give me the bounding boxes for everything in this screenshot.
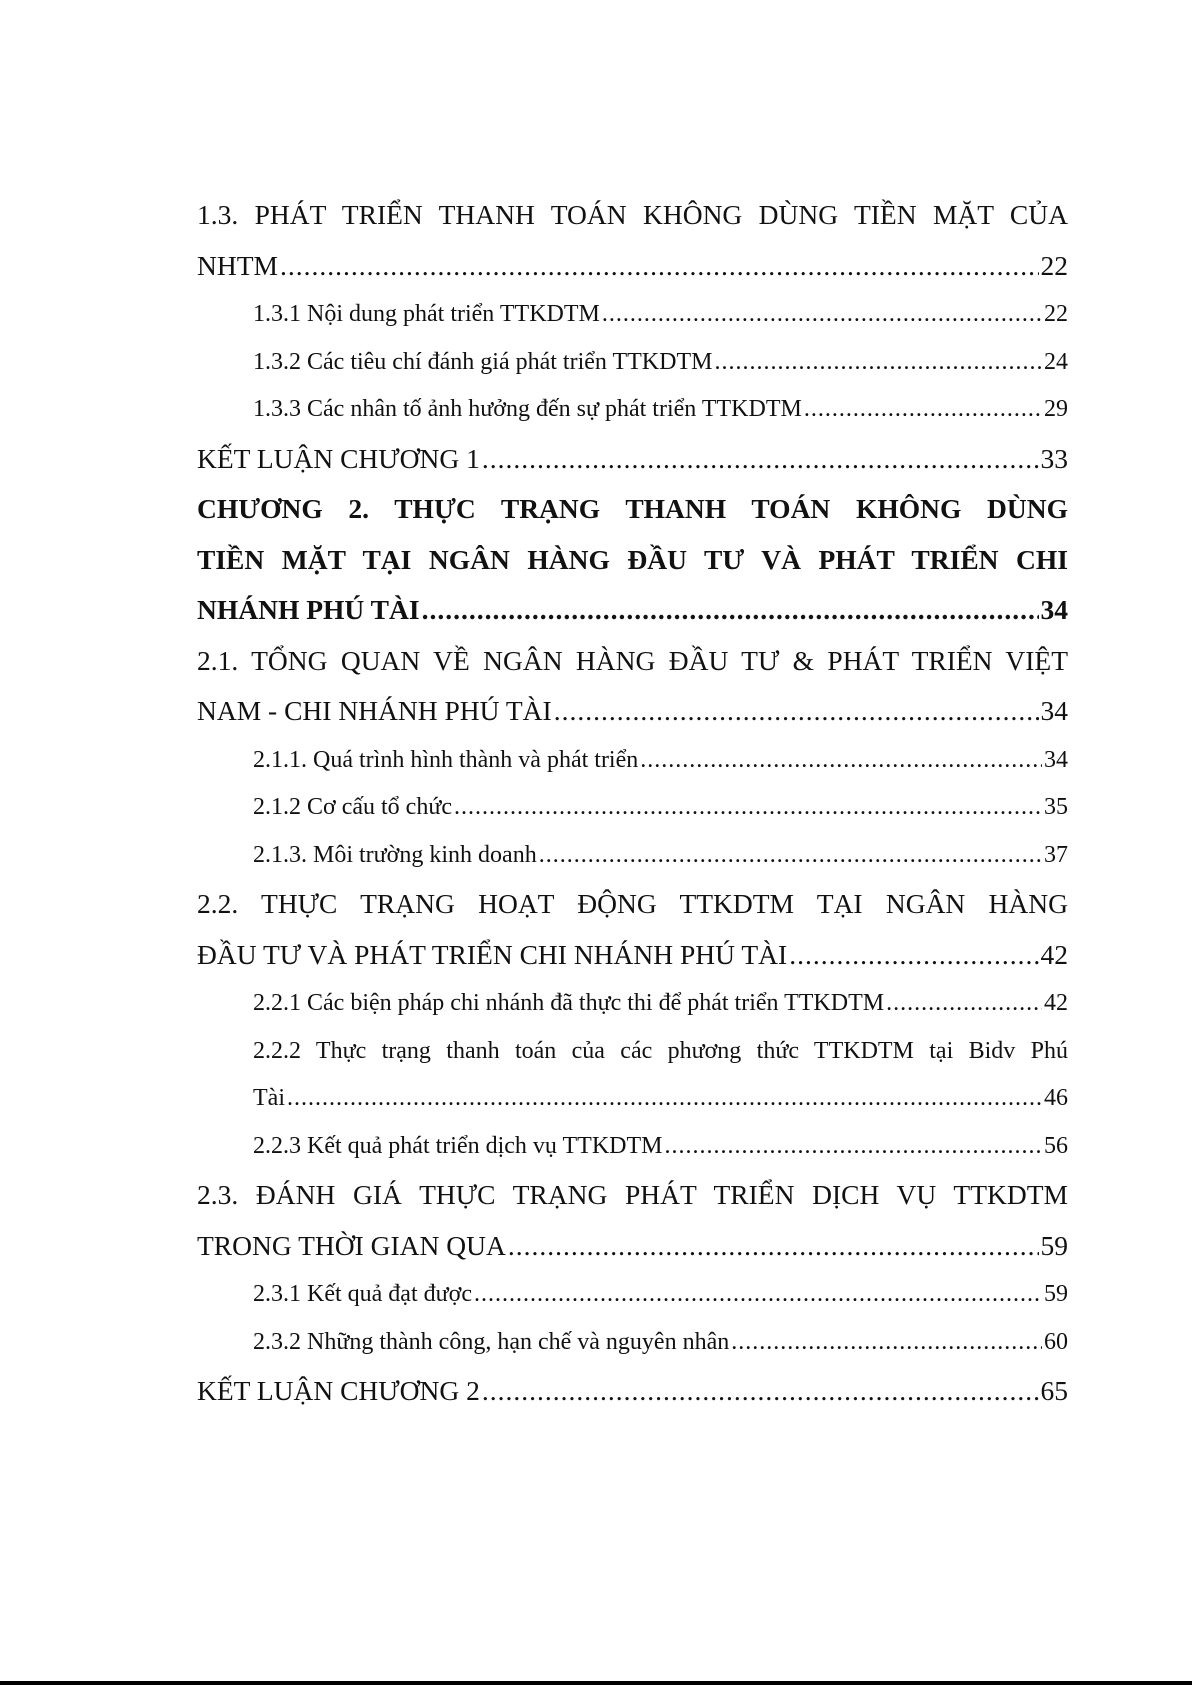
toc-dot-leader (664, 1123, 1042, 1171)
toc-entry (197, 386, 1068, 434)
toc-dot-leader (714, 339, 1042, 387)
toc-entry (197, 190, 1068, 291)
toc-page-number: 35 (1044, 794, 1068, 820)
toc-entry-label: 2.1.3. Môi trường kinh doanh (253, 841, 537, 868)
toc-entry (197, 1319, 1068, 1367)
toc-entry-label: 2.2.1 Các biện pháp chi nhánh đã thực thi để phát triển TTKDTM (253, 990, 885, 1016)
toc-page-number: 46 (1044, 1085, 1068, 1111)
toc-page-number: 56 (1044, 1132, 1068, 1159)
toc-entry (197, 980, 1068, 1028)
toc-entry-label: 2.1.1. Quá trình hình thành và phát triển (253, 746, 639, 773)
toc-entry (197, 291, 1068, 339)
toc-entry-heading: CHƯƠNG 2. THỰC TRẠNG THANH TOÁN KHÔNG DÙNG (197, 493, 1068, 524)
toc-dot-leader (554, 686, 1039, 737)
toc-entry (197, 737, 1068, 785)
toc-dot-leader (731, 1319, 1042, 1367)
toc-entry-heading: 1.3. PHÁT TRIỂN THANH TOÁN KHÔNG DÙNG TIỀN MẶT CỦA (197, 199, 1068, 230)
toc-entry (197, 1170, 1068, 1271)
toc-page-number: 22 (1044, 301, 1068, 327)
toc-dot-leader (287, 1075, 1042, 1123)
toc-page-number: 42 (1040, 938, 1068, 970)
toc-entry (197, 879, 1068, 980)
toc-dot-leader (508, 1221, 1039, 1272)
toc-entry (197, 1271, 1068, 1319)
toc-page-number: 34 (1044, 746, 1068, 773)
toc-entry (197, 1123, 1068, 1171)
toc-dot-leader (474, 1271, 1042, 1319)
toc-dot-leader (422, 585, 1039, 636)
toc-dot-leader (454, 784, 1042, 832)
toc-dot-leader (886, 980, 1042, 1028)
toc-entry-label: KẾT LUẬN CHƯƠNG 2 (197, 1375, 480, 1406)
toc-page-number: 29 (1044, 396, 1068, 422)
toc-dot-leader (280, 241, 1039, 292)
toc-dot-leader (482, 1366, 1039, 1417)
toc-page-number: 59 (1040, 1229, 1068, 1261)
toc-page-number: 34 (1040, 594, 1068, 625)
toc-dot-leader (539, 832, 1042, 880)
toc-entry-label: NAM - CHI NHÁNH PHÚ TÀI (197, 695, 552, 726)
toc-entry (197, 1028, 1068, 1123)
toc-entry-label: 1.3.1 Nội dung phát triển TTKDTM (253, 301, 600, 327)
toc-page-number: 22 (1040, 249, 1068, 281)
toc-page-number: 59 (1044, 1281, 1068, 1307)
toc-entry (197, 1366, 1068, 1417)
toc-dot-leader (640, 737, 1042, 785)
toc-entry-label: 2.2.3 Kết quả phát triển dịch vụ TTKDTM (253, 1132, 663, 1159)
toc-chapter-entry (197, 484, 1068, 636)
toc-entry-label: ĐẦU TƯ VÀ PHÁT TRIỂN CHI NHÁNH PHÚ TÀI (197, 938, 788, 970)
toc-entry-label: Tài (253, 1085, 285, 1111)
toc-page-number: 24 (1044, 348, 1068, 375)
toc-entry-label: NHTM (197, 249, 278, 281)
toc-entry (197, 339, 1068, 387)
toc-entry (197, 832, 1068, 880)
table-of-contents (197, 190, 1068, 1417)
toc-entry (197, 784, 1068, 832)
toc-dot-leader (804, 386, 1042, 434)
toc-entry-label: 2.1.2 Cơ cấu tổ chức (253, 794, 452, 820)
toc-page-number: 34 (1040, 695, 1068, 726)
toc-entry-heading: TIỀN MẶT TẠI NGÂN HÀNG ĐẦU TƯ VÀ PHÁT TRIỂN CHI (197, 543, 1068, 575)
toc-dot-leader (789, 930, 1038, 981)
toc-entry-heading: 2.2.2 Thực trạng thanh toán của các phương thức TTKDTM tại Bidv Phú (253, 1037, 1068, 1064)
toc-page-number: 37 (1044, 841, 1068, 868)
toc-entry-label: KẾT LUẬN CHƯƠNG 1 (197, 442, 480, 474)
toc-entry-label: 2.3.1 Kết quả đạt được (253, 1281, 472, 1307)
page-bottom-border (0, 1681, 1192, 1685)
toc-page-number: 42 (1044, 990, 1068, 1016)
toc-entry-label: NHÁNH PHÚ TÀI (197, 594, 420, 625)
toc-entry-label: 1.3.2 Các tiêu chí đánh giá phát triển TTKDTM (253, 348, 713, 375)
toc-dot-leader (482, 434, 1039, 485)
toc-entry-label: TRONG THỜI GIAN QUA (197, 1229, 506, 1261)
toc-page-number: 33 (1040, 442, 1068, 474)
toc-entry-heading: 2.2. THỰC TRẠNG HOẠT ĐỘNG TTKDTM TẠI NGÂN HÀNG (197, 888, 1068, 919)
toc-page-number: 65 (1040, 1375, 1068, 1406)
toc-entry (197, 434, 1068, 485)
toc-page-number: 60 (1044, 1328, 1068, 1355)
toc-entry-label: 2.3.2 Những thành công, hạn chế và nguyên nhân (253, 1328, 730, 1355)
toc-entry-heading: 2.1. TỔNG QUAN VỀ NGÂN HÀNG ĐẦU TƯ & PHÁT TRIỂN VIỆT (197, 644, 1068, 676)
toc-entry (197, 636, 1068, 737)
toc-dot-leader (602, 291, 1042, 339)
toc-entry-heading: 2.3. ĐÁNH GIÁ THỰC TRẠNG PHÁT TRIỂN DỊCH VỤ TTKDTM (197, 1179, 1068, 1210)
toc-entry-label: 1.3.3 Các nhân tố ảnh hưởng đến sự phát triển TTKDTM (253, 396, 802, 422)
